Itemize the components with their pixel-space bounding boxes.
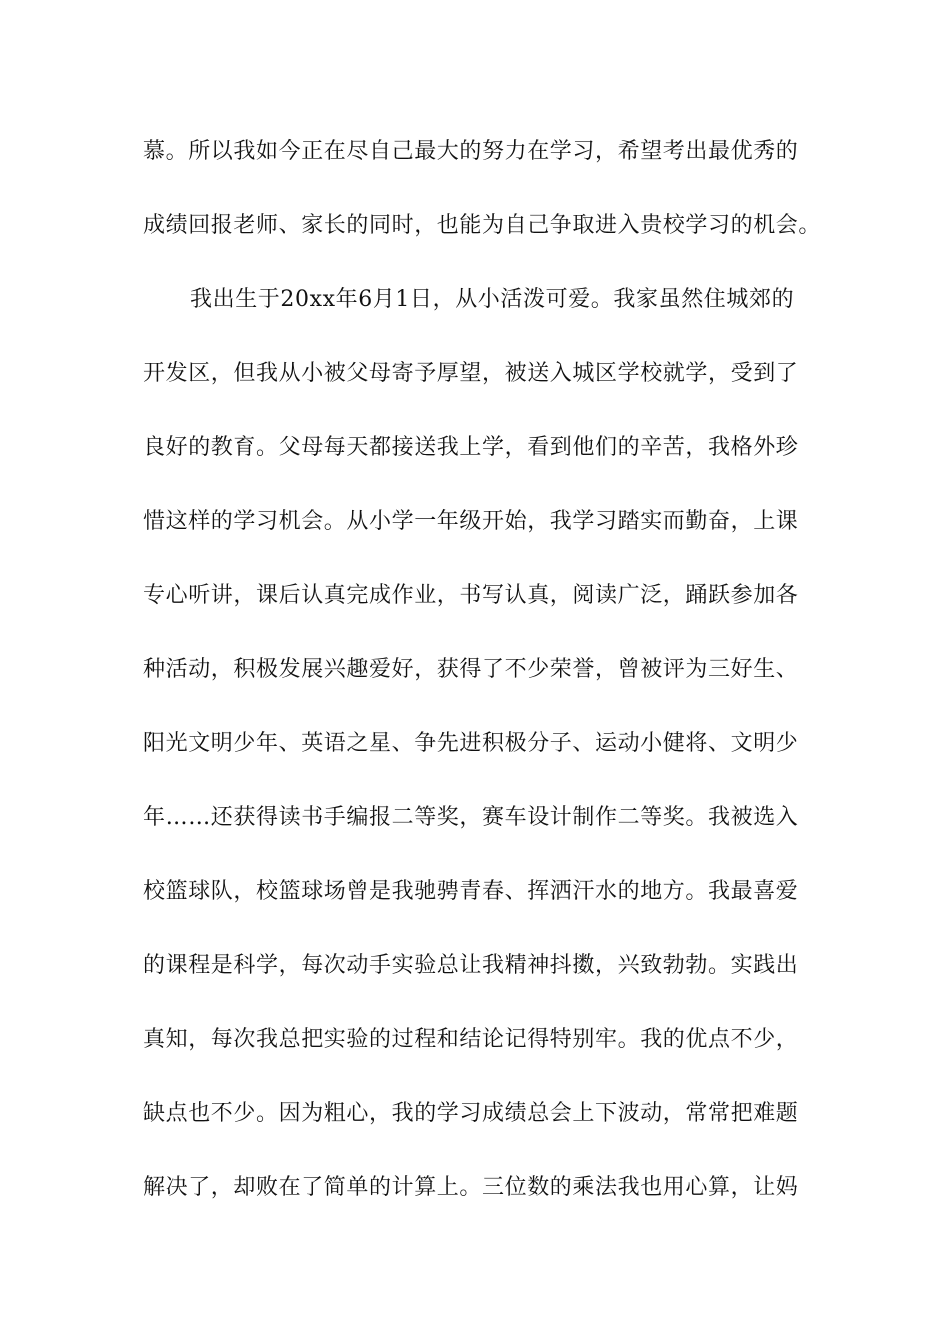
- paragraph-first-line: 我出生于20xx年6月1日，从小活泼可爱。我家虽然住城郊的: [190, 287, 795, 312]
- text-line: 校篮球队，校篮球场曾是我驰骋青春、挥洒汗水的地方。我最喜爱: [143, 879, 799, 904]
- text-line: 惜这样的学习机会。从小学一年级开始，我学习踏实而勤奋，上课: [143, 509, 799, 534]
- text-line: 缺点也不少。因为粗心，我的学习成绩总会上下波动，常常把难题: [143, 1101, 799, 1126]
- text-line: 良好的教育。父母每天都接送我上学，看到他们的辛苦，我格外珍: [143, 435, 799, 460]
- text-line: 真知，每次我总把实验的过程和结论记得特别牢。我的优点不少，: [143, 1027, 799, 1052]
- text-line: 阳光文明少年、英语之星、争先进积极分子、运动小健将、文明少: [143, 731, 799, 756]
- text-line: 的课程是科学，每次动手实验总让我精神抖擞，兴致勃勃。实践出: [143, 953, 799, 978]
- text-line: 慕。所以我如今正在尽自己最大的努力在学习，希望考出最优秀的: [143, 139, 799, 164]
- text-line: 解决了，却败在了简单的计算上。三位数的乘法我也用心算，让妈: [143, 1175, 799, 1200]
- text-line: 种活动，积极发展兴趣爱好，获得了不少荣誉，曾被评为三好生、: [143, 657, 799, 682]
- text-line: 成绩回报老师、家长的同时，也能为自己争取进入贵校学习的机会。: [143, 213, 822, 238]
- text-line: 年……还获得读书手编报二等奖，赛车设计制作二等奖。我被选入: [143, 805, 799, 830]
- text-line: 开发区，但我从小被父母寄予厚望，被送入城区学校就学，受到了: [143, 361, 799, 386]
- text-line: 专心听讲，课后认真完成作业，书写认真，阅读广泛，踊跃参加各: [143, 583, 799, 608]
